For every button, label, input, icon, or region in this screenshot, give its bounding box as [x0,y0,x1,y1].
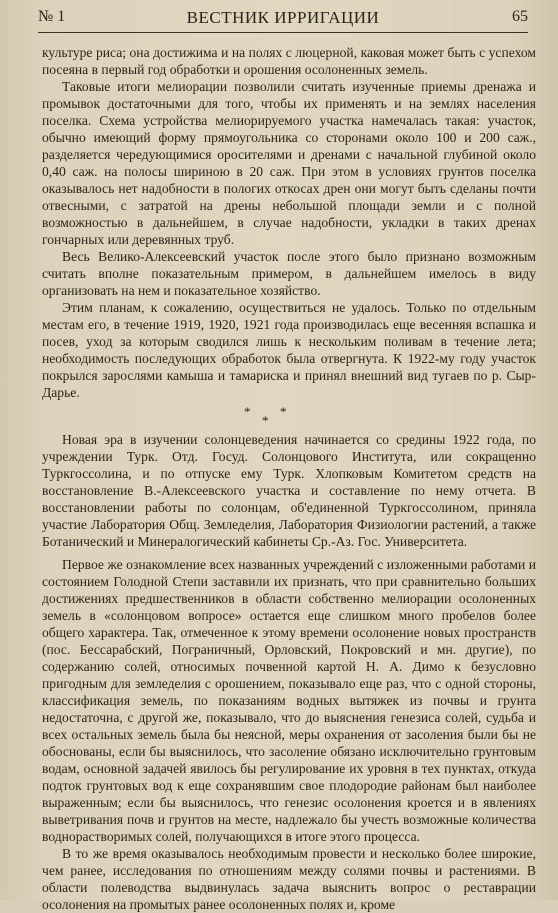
paragraph: Этим планам, к сожалению, осуществиться не удалось. Только по отдельным местам его, в течение 1919, 1920, 1921 года производилась еще весенняя вспашка и посев, уход за которым сводился лишь к нескольким поливам в течение лета; необходимость последующих обработок была отвергнута. К 1922-му году участок покрылся зарослями камыша и тамариска и принял внешний вид тугаев по р. Сыр-Дарье. [42,300,536,400]
issue-number: № 1 [38,8,66,25]
paragraph: Новая эра в изучении солонцеведения начинается со средины 1922 года, по учреждении Турк. Отд. Госуд. Солонцового Института, или сокращенно Туркгоссолина, и по отпуске ему Турк. Хлопковым Комитетом средств на восстановление В.-Алексеевского участка и составление по нему отчета. В восстановлении работы по солонцам, об'единенной Туркгоссолином, приняла участие Лаборатория Общ. Земледелия, Лаборатория Физиологии растений, а также Ботанический и Минералогический кабинеты Ср.-Аз. Гос. Университета. [42,432,536,549]
star-mark: * [280,404,287,419]
body-text [42,44,536,913]
star-mark: * [262,413,269,428]
running-header [38,6,528,33]
paragraph: Таковые итоги мелиорации позволили считать изученные приемы дренажа и промывок достаточными для того, чтобы их применять и на землях населения поселка. Схема устройства мелиорируемого участка намечалась такая: участок, обычно имеющий форму прямоугольника со сторонами около 100 и 200 саж., разделяется чередующимися оросителями и дренами с начальной глубиной около 0,40 саж. на полосы шириною в 20 саж. При этом в условиях грунтов поселка оказывалось нет надобности в пологих откосах дрен они могут быть сделаны почти отвесными, с затратой на дрены небольшой площади земли и с полной возможностью в дальнейшем, в случае надобности, укладки в таких дренах гончарных или деревянных труб. [42,79,536,247]
paragraph: В то же время оказывалось необходимым провести и несколько более широкие, чем ранее, исследования по отношениям между солями почвы и растениями. В области полеводства выдвинулась задача выяснить вопрос о реставрации осолонения на промытых ранее осолоненных полях и, кроме [42,846,536,912]
paragraph: культуре риса; она достижима и на полях с люцерной, каковая может быть с успехом посеяна в первый год обработки и орошения осолоненных земель. [42,45,536,77]
page-number: 65 [512,8,528,25]
paragraph: Весь Велико-Алексеевский участок после этого было признано возможным считать вполне показательным примером, в дальнейшем имелось в виду организовать на нем и показательное хозяйство. [42,249,536,298]
paragraph: Первое же ознакомление всех названных учреждений с изложенными работами и состоянием Голодной Степи заставили их признать, что при сравнительно больших достижениях предшественников в области собственно мелиорации осолоненных земель в «солонцовом вопросе» остается еще слишком много пробелов более общего характера. Так, отмеченное к этому времени осолонение новых пространств (пос. Бессарабский, Пограничный, Орловский, Покровский и мн. другие), по содержанию солей, относимых почвенной картой Н. А. Димо к безусловно пригодным для земледелия с орошением, показывало еще раз, что с одной стороны, классификация земель, по показаниям водных вытяжек из почвы и грунта недостаточна, с другой же, показывало, что до выяснения генезиса солей, судьба и всех остальных земель была бы неясной, меры охранения от засоления были бы не обоснованы, если бы выяснилось, что засоление обязано исключительно грунтовым водам, основной задачей явилось бы регулирование их уровня в тех пунктах, откуда подток грунтовых вод к еще сохранявшим свое плодородие районам был наиболее выраженным; если бы выяснилось, что генезис осолонения кроется и в явлениях выветривания почв и грунтов на месте, надлежало бы учесть возможные количества воднорастворимых солей, получающихся в итоге этого процесса. [42,557,536,844]
journal-title: ВЕСТНИК ИРРИГАЦИИ [186,8,380,27]
star-mark: * [244,404,251,419]
section-separator [42,403,536,431]
